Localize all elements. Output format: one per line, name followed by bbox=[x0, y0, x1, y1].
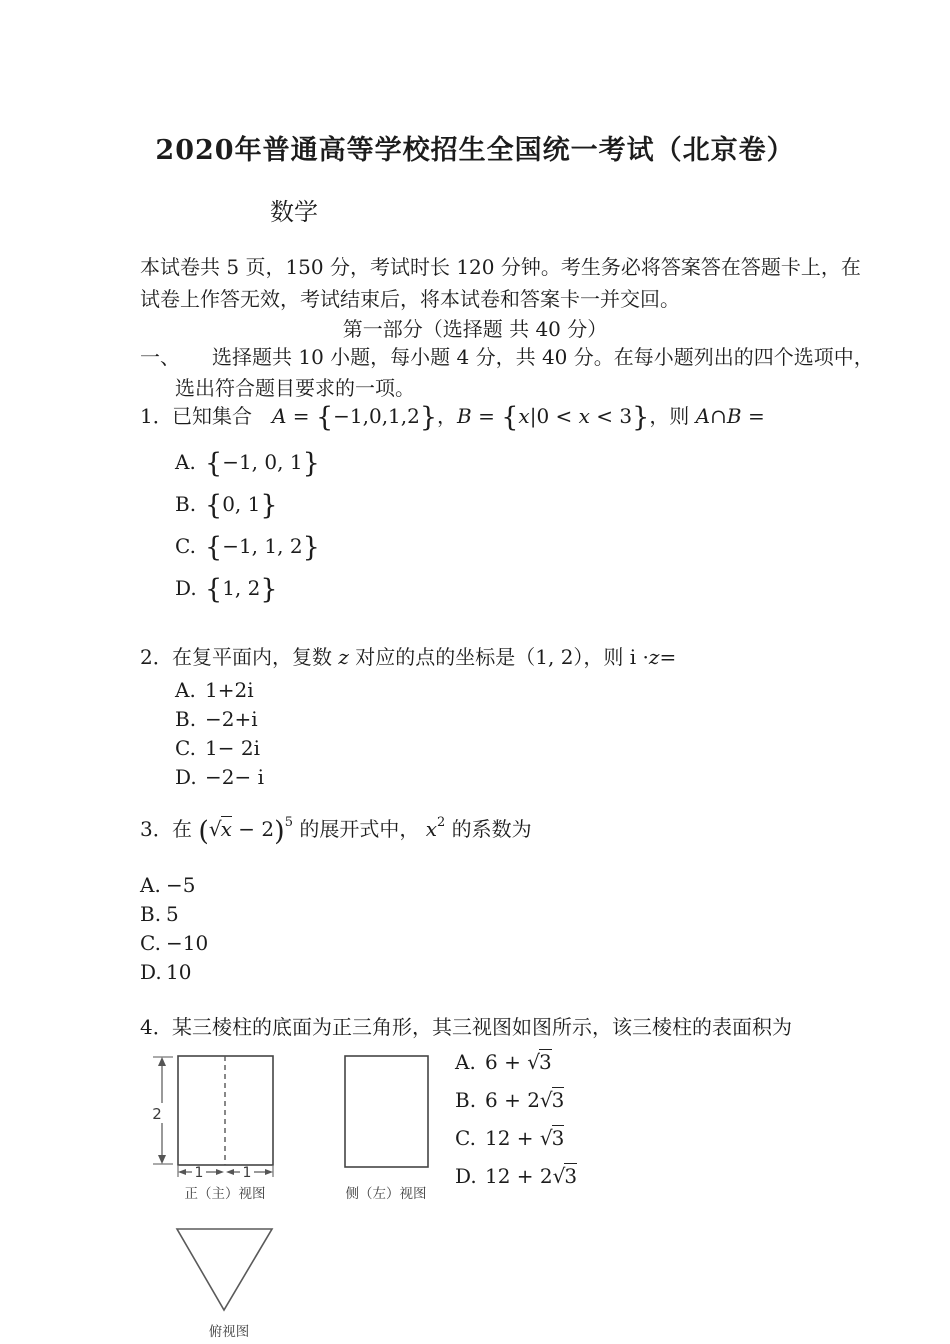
q3-option-b bbox=[140, 900, 179, 928]
q1-option-a bbox=[175, 448, 320, 479]
option-value: 12 + 2√3 bbox=[485, 1164, 578, 1188]
top-view-label: 俯视图 bbox=[208, 1324, 250, 1340]
height-dim-value: 2 bbox=[152, 1105, 162, 1123]
side-view-label: 侧（左）视图 bbox=[345, 1186, 427, 1202]
width-dim-value-1: 1 bbox=[194, 1165, 204, 1181]
option-value: 12 + √3 bbox=[485, 1126, 565, 1150]
option-value: 1− 2i bbox=[205, 736, 260, 760]
question-3-number: 3． bbox=[140, 817, 173, 841]
option-value: −5 bbox=[166, 873, 196, 897]
question-2-number: 2． bbox=[140, 645, 173, 669]
side-view-rect bbox=[345, 1056, 428, 1167]
q4-option-b bbox=[455, 1086, 564, 1114]
option-label: B. bbox=[175, 707, 197, 731]
option-value: 1+2i bbox=[205, 678, 254, 702]
q2-option-d bbox=[175, 763, 264, 791]
option-label: A. bbox=[175, 678, 196, 702]
question-3-stem bbox=[140, 810, 532, 848]
width-dim-arrow-left bbox=[178, 1169, 186, 1175]
question-4-stem bbox=[140, 1012, 792, 1042]
option-value: {0, 1} bbox=[205, 490, 278, 521]
option-label: D. bbox=[175, 576, 197, 600]
q3-option-c bbox=[140, 929, 208, 957]
top-view-triangle bbox=[177, 1229, 272, 1310]
q4-option-d bbox=[455, 1162, 577, 1190]
option-label: A. bbox=[140, 873, 161, 897]
question-1-number: 1． bbox=[140, 404, 173, 428]
option-label: B. bbox=[140, 902, 162, 926]
q2-option-a bbox=[175, 676, 254, 704]
option-label: D. bbox=[140, 960, 162, 984]
q4-option-c bbox=[455, 1124, 564, 1152]
option-value: {1, 2} bbox=[205, 574, 278, 605]
subject-title: 数学 bbox=[270, 198, 318, 226]
option-label: B. bbox=[455, 1088, 477, 1112]
option-value: 5 bbox=[166, 902, 179, 926]
question-2-text: 在复平面内，复数 z 对应的点的坐标是（1, 2），则 i ·z= bbox=[172, 645, 677, 669]
three-view-figure bbox=[140, 1045, 450, 1344]
q2-option-b bbox=[175, 705, 258, 733]
section1-line-1: 选择题共 10 小题，每小题 4 分，共 40 分。在每小题列出的四个选项中， bbox=[212, 345, 874, 369]
option-label: C. bbox=[455, 1126, 476, 1150]
option-value: 10 bbox=[166, 960, 192, 984]
q2-option-c bbox=[175, 734, 260, 762]
option-value: −10 bbox=[166, 931, 209, 955]
question-3-text: 在 $(√x - 2)^5$ 的展开式中， $x^2$ 的系数为 bbox=[172, 815, 532, 847]
height-dim-arrow-up bbox=[158, 1057, 166, 1066]
option-value: −2+i bbox=[205, 707, 258, 731]
option-value: 6 + 2√3 bbox=[485, 1088, 565, 1112]
width-dim-arrow-mid-right bbox=[216, 1169, 224, 1175]
option-label: C. bbox=[175, 534, 196, 558]
width-dim-arrow-right bbox=[265, 1169, 273, 1175]
intro-line-2: 试卷上作答无效，考试结束后，将本试卷和答案卡一并交回。 bbox=[140, 287, 680, 311]
front-view-label: 正（主）视图 bbox=[184, 1186, 266, 1202]
option-value: {−1, 1, 2} bbox=[205, 532, 320, 563]
q1-option-b bbox=[175, 490, 278, 521]
option-label: B. bbox=[175, 492, 197, 516]
section1-line-2: 选出符合题目要求的一项。 bbox=[175, 376, 415, 400]
q1-option-c bbox=[175, 532, 320, 563]
option-label: D. bbox=[455, 1164, 477, 1188]
q1-option-d bbox=[175, 574, 278, 605]
option-label: A. bbox=[175, 450, 196, 474]
question-1-stem bbox=[140, 401, 765, 431]
option-value: 6 + √3 bbox=[485, 1050, 552, 1074]
option-value: −2− i bbox=[205, 765, 264, 789]
question-2-stem bbox=[140, 642, 676, 672]
width-dim-value-2: 1 bbox=[242, 1165, 252, 1181]
option-label: C. bbox=[140, 931, 161, 955]
height-dim-arrow-down bbox=[158, 1155, 166, 1164]
q3-option-d bbox=[140, 958, 191, 986]
width-dim-arrow-mid-left bbox=[226, 1169, 234, 1175]
question-4-number: 4． bbox=[140, 1015, 173, 1039]
part1-header: 第一部分（选择题 共 40 分） bbox=[342, 317, 608, 341]
question-1-text: 已知集合 A = {−1,0,1,2}，B = {x|0 < x < 3}，则 A∩B = bbox=[172, 402, 765, 433]
option-label: D. bbox=[175, 765, 197, 789]
question-4-text: 某三棱柱的底面为正三角形，其三视图如图所示，该三棱柱的表面积为 bbox=[172, 1015, 792, 1039]
section1-marker: 一、 bbox=[140, 345, 180, 369]
option-value: {−1, 0, 1} bbox=[205, 448, 320, 479]
q4-option-a bbox=[455, 1048, 552, 1076]
option-label: A. bbox=[455, 1050, 476, 1074]
q3-option-a bbox=[140, 871, 195, 899]
page-title: 2020年普通高等学校招生全国统一考试（北京卷） bbox=[155, 135, 795, 166]
option-label: C. bbox=[175, 736, 196, 760]
intro-line-1: 本试卷共 5 页，150 分，考试时长 120 分钟。考生务必将答案答在答题卡上，在 bbox=[140, 255, 861, 279]
